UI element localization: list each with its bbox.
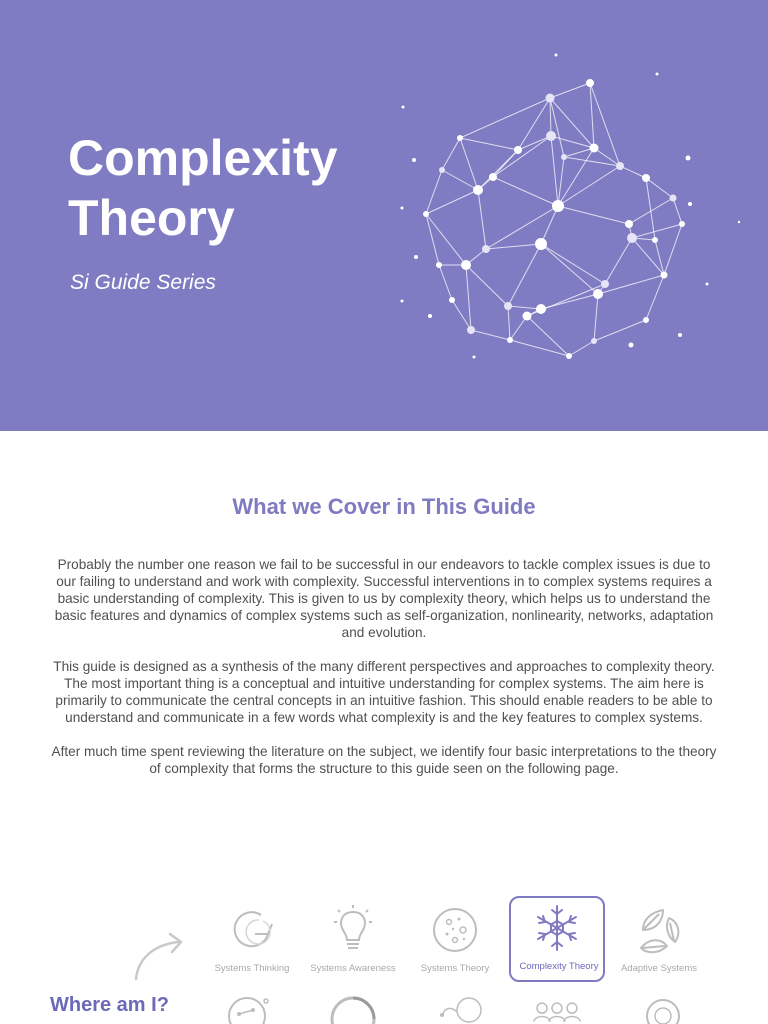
intro-text <box>50 556 718 794</box>
hero-banner <box>0 0 768 431</box>
network-nodes-icon <box>222 994 272 1024</box>
nav-row2-item[interactable] <box>638 994 688 1024</box>
group-icon <box>532 994 582 1024</box>
paragraph: Probably the number one reason we fail to be successful in our endeavors to tackle complex issues is due to our failing to understand and work with complexity. Successful interventions in to complex systems requires a basic understanding of complexity. This is given to us by complexity theory, which helps us to understand the basic features and dynamics of complex systems such as self-organization, nonlinearity, networks, adaptation and evolution. <box>54 557 714 640</box>
nav-label: Systems Awareness <box>310 963 396 974</box>
lightbulb-icon <box>329 904 377 956</box>
nav-label: Complexity Theory <box>519 961 599 972</box>
nav-complexity-theory[interactable] <box>509 896 605 982</box>
nav-label: Systems Theory <box>420 963 490 974</box>
nav-systems-thinking[interactable] <box>204 898 300 984</box>
nav-systems-awareness[interactable] <box>305 898 401 984</box>
section-heading: What we Cover in This Guide <box>232 494 536 519</box>
curved-arrow-icon <box>128 925 188 985</box>
loop-icon <box>437 994 487 1024</box>
nav-label: Systems Thinking <box>214 963 290 974</box>
leaves-icon <box>635 904 683 956</box>
network-sphere-illustration <box>395 45 750 375</box>
page-title: Complexity Theory <box>68 130 338 246</box>
nav-systems-theory[interactable] <box>407 898 503 984</box>
ring-icon <box>328 994 378 1024</box>
nav-adaptive-systems[interactable] <box>611 898 707 984</box>
paragraph: This guide is designed as a synthesis of the many different perspectives and approaches to complexity theory. The most important thing is a conceptual and intuitive understanding for complex systems. The aim here is primarily to communicate the central concepts in an intuitive fashion. This should enable readers to be able to understand and communicate in a few words what complexity is and the key features to complex systems. <box>53 659 715 725</box>
nav-row2-item[interactable] <box>328 994 378 1024</box>
snowflake-icon <box>533 902 581 954</box>
target-icon <box>638 994 688 1024</box>
cycle-arrow-icon <box>228 904 276 956</box>
paragraph: After much time spent reviewing the literature on the subject, we identify four basic interpretations to the theory of complexity that forms the structure to this guide seen on the following page. <box>51 744 717 776</box>
nav-row2-item[interactable] <box>437 994 487 1024</box>
nav-row2-item[interactable] <box>222 994 272 1024</box>
where-am-i-heading: Where am I? <box>50 994 169 1016</box>
nav-row2-item[interactable] <box>532 994 582 1024</box>
series-subtitle: Si Guide Series <box>70 271 216 294</box>
nav-label: Adaptive Systems <box>620 963 698 974</box>
circle-dots-icon <box>431 904 479 956</box>
